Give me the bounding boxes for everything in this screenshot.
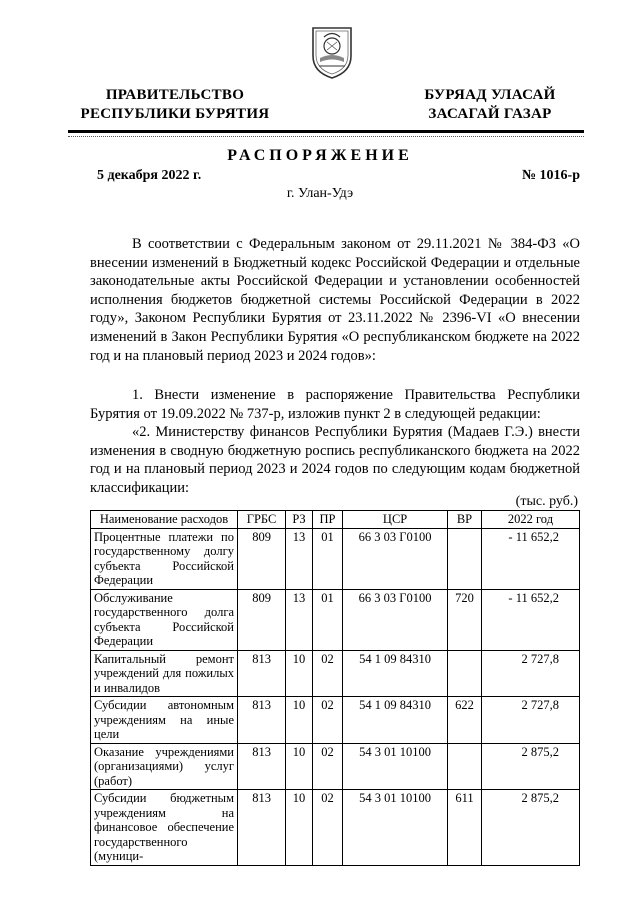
- header-divider: [68, 130, 584, 133]
- government-name-bua: [395, 86, 585, 124]
- cell-amount: - 11 652,2: [481, 589, 579, 650]
- cell-pr: 02: [312, 743, 342, 790]
- cell-grbs: 813: [238, 697, 286, 744]
- table-row: [91, 697, 580, 744]
- cell-csr: 54 1 09 84310: [343, 650, 448, 697]
- cell-rz: 10: [286, 650, 313, 697]
- col-header-2022: 2022 год: [481, 511, 579, 529]
- cell-name: Капитальный ремонт учреждений для пожилых и инвалидов: [91, 650, 238, 697]
- cell-rz: 13: [286, 528, 313, 589]
- cell-amount: 2 875,2: [481, 743, 579, 790]
- table-row: [91, 790, 580, 866]
- cell-grbs: 809: [238, 589, 286, 650]
- government-name-ru: [60, 86, 290, 124]
- cell-pr: 02: [312, 697, 342, 744]
- cell-rz: 13: [286, 589, 313, 650]
- cell-name: Оказание учреждениями (организациями) услуг (работ): [91, 743, 238, 790]
- table-header-row: [91, 511, 580, 529]
- cell-amount: 2 727,8: [481, 650, 579, 697]
- cell-rz: 10: [286, 697, 313, 744]
- cell-vr: [448, 650, 482, 697]
- cell-vr: [448, 743, 482, 790]
- cell-rz: 10: [286, 743, 313, 790]
- cell-pr: 02: [312, 650, 342, 697]
- col-header-csr: ЦСР: [343, 511, 448, 529]
- cell-vr: [448, 528, 482, 589]
- cell-vr: 622: [448, 697, 482, 744]
- cell-csr: 54 1 09 84310: [343, 697, 448, 744]
- item-2-paragraph: «2. Министерству финансов Республики Бурятия (Мадаев Г.Э.) внести изменения в сводную бюджетную роспись республиканского бюджета на 2022 год и на плановый период 2023 и 2024 годов по следующим кодам бюджетной классификации:: [90, 424, 580, 496]
- document-city: г. Улан-Удэ: [286, 186, 354, 201]
- header-right-line1: БУРЯАД УЛАСАЙ: [424, 87, 556, 103]
- document-date: 5 декабря 2022 г.: [97, 168, 202, 183]
- col-header-grbs: ГРБС: [238, 511, 286, 529]
- cell-pr: 01: [312, 589, 342, 650]
- header-dotted-divider: [68, 136, 584, 137]
- cell-name: Обслуживание государственного долга субъекта Российской Федерации: [91, 589, 238, 650]
- cell-pr: 01: [312, 528, 342, 589]
- table-row: [91, 743, 580, 790]
- cell-grbs: 813: [238, 650, 286, 697]
- table-unit-label: (тыс. руб.): [515, 494, 578, 509]
- cell-name: Процентные платежи по государственному долгу субъекта Российской Федерации: [91, 528, 238, 589]
- cell-rz: 10: [286, 790, 313, 866]
- cell-amount: - 11 652,2: [481, 528, 579, 589]
- preamble-paragraph: В соответствии с Федеральным законом от 29.11.2021 № 384-ФЗ «О внесении изменений в Бюджетный кодекс Российской Федерации и отдельные законодательные акты Российской Федерации и установлении особенностей исполнения бюджетов бюджетной системы Российской Федерации в 2022 году», Законом Республики Бурятия от 23.11.2022 № 2396-VI «О внесении изменений в Закон Республики Бурятия «О республиканском бюджете на 2022 год и на плановый период 2023 и 2024 годов»:: [90, 236, 580, 364]
- cell-name: Субсидии бюджетным учреждениям на финансовое обеспечение государственного (муници-: [91, 790, 238, 866]
- cell-grbs: 813: [238, 743, 286, 790]
- col-header-rz: РЗ: [286, 511, 313, 529]
- coat-of-arms-emblem: [307, 22, 357, 80]
- budget-table: [90, 510, 580, 866]
- header-right-line2: ЗАСАГАЙ ГАЗАР: [428, 106, 552, 122]
- cell-csr: 54 3 01 10100: [343, 743, 448, 790]
- cell-grbs: 813: [238, 790, 286, 866]
- cell-name: Субсидии автономным учреждениям на иные цели: [91, 697, 238, 744]
- item-1-paragraph: 1. Внести изменение в распоряжение Правительства Республики Бурятия от 19.09.2022 № 737-р, изложив пункт 2 в следующей редакции:: [90, 387, 580, 422]
- cell-grbs: 809: [238, 528, 286, 589]
- cell-amount: 2 727,8: [481, 697, 579, 744]
- col-header-pr: ПР: [312, 511, 342, 529]
- table-row: [91, 589, 580, 650]
- cell-amount: 2 875,2: [481, 790, 579, 866]
- cell-csr: 54 3 01 10100: [343, 790, 448, 866]
- table-row: [91, 650, 580, 697]
- document-title: РАСПОРЯЖЕНИЕ: [227, 147, 413, 164]
- cell-vr: 720: [448, 589, 482, 650]
- cell-pr: 02: [312, 790, 342, 866]
- header-left-line1: ПРАВИТЕЛЬСТВО: [105, 87, 245, 103]
- col-header-vr: ВР: [448, 511, 482, 529]
- header-left-line2: РЕСПУБЛИКИ БУРЯТИЯ: [80, 106, 270, 122]
- table-row: [91, 528, 580, 589]
- col-header-name: Наименование расходов: [91, 511, 238, 529]
- cell-vr: 611: [448, 790, 482, 866]
- document-number: № 1016-р: [521, 168, 580, 183]
- cell-csr: 66 3 03 Г0100: [343, 528, 448, 589]
- cell-csr: 66 3 03 Г0100: [343, 589, 448, 650]
